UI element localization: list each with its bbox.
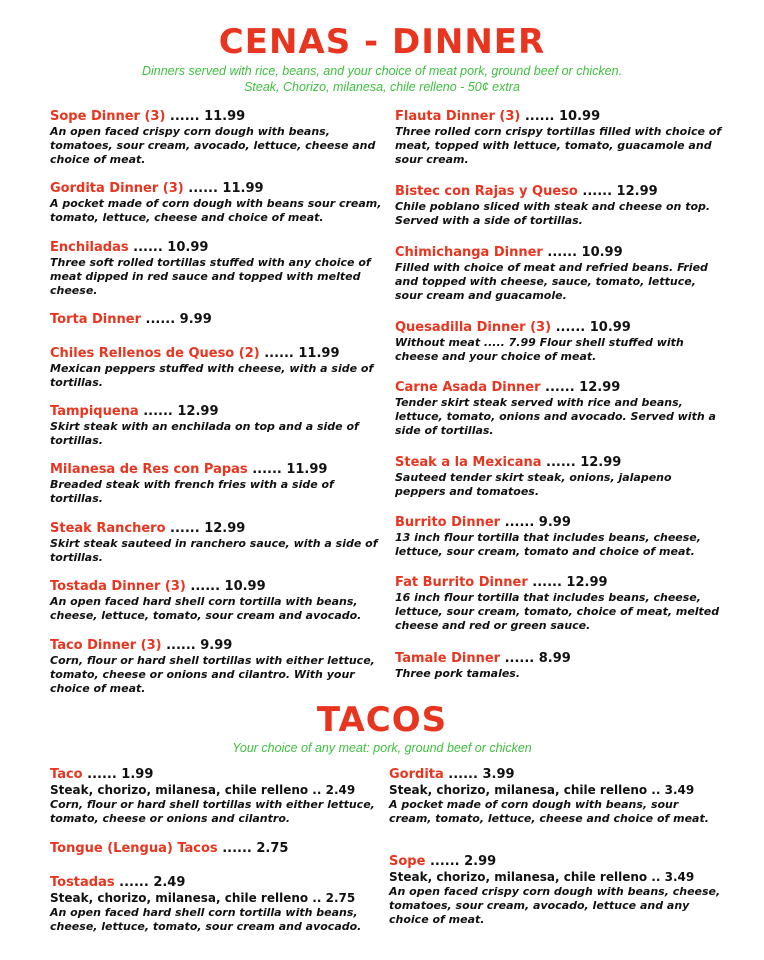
item-price: ...... 10.99 [524, 109, 601, 124]
item-name: Bistec con Rajas y Queso [395, 184, 578, 199]
menu-item [395, 514, 725, 559]
item-desc: Skirt steak sauteed in ranchero sauce, with a side of tortillas. [50, 537, 378, 564]
item-price: ...... 9.99 [145, 312, 212, 327]
menu-item [50, 311, 386, 328]
item-name: Flauta Dinner (3) [395, 109, 521, 124]
item-variant: Steak, chorizo, milanesa, chile relleno .. 3.49 [389, 783, 695, 797]
item-price: ...... 12.99 [582, 184, 658, 199]
item-name: Chimichanga Dinner [395, 245, 543, 260]
item-name: Tampiquena [50, 404, 139, 419]
menu-item [50, 108, 386, 167]
item-desc: Corn, flour or hard shell tortillas with either lettuce, tomato, cheese or onions and cilantro. [50, 798, 375, 825]
item-name: Steak a la Mexicana [395, 455, 542, 470]
menu-item [50, 766, 380, 826]
item-name: Burrito Dinner [395, 515, 501, 530]
item-name: Tongue (Lengua) Tacos [50, 841, 218, 856]
item-price: ...... 11.99 [188, 181, 264, 196]
item-price: ...... 12.99 [545, 380, 621, 395]
item-variant: Steak, chorizo, milanesa, chile relleno .. 3.49 [389, 870, 695, 884]
item-price: ...... 12.99 [532, 575, 608, 590]
item-name: Gordita Dinner (3) [50, 181, 184, 196]
dinner-subtitle-line2: Steak, Chorizo, milanesa, chile relleno - 50¢ extra [244, 80, 520, 94]
item-price: ...... 2.75 [222, 841, 289, 856]
item-price: ...... 10.99 [547, 245, 623, 260]
item-price: ...... 2.99 [429, 854, 497, 869]
item-name: Sope Dinner (3) [50, 109, 166, 124]
item-desc: Three pork tamales. [395, 667, 521, 680]
item-desc: Breaded steak with french fries with a side of tortillas. [50, 478, 334, 505]
menu-item [50, 461, 386, 506]
item-price: ...... 12.99 [546, 455, 622, 470]
tacos-subtitle: Your choice of any meat: pork, ground beef or chicken [232, 741, 532, 755]
item-desc: Corn, flour or hard shell tortillas with either lettuce, tomato, cheese or onions and cilantro. With your choice of meat. [50, 654, 375, 695]
item-name: Taco [50, 767, 83, 782]
item-name: Carne Asada Dinner [395, 380, 541, 395]
item-desc: 16 inch flour tortilla that includes beans, cheese, lettuce, sour cream, tomato, choice of meat, melted cheese and red or green sauce. [395, 591, 720, 632]
item-desc: Tender skirt steak served with rice and beans, lettuce, tomato, onions and avocado. Served with a side of tortillas. [395, 396, 716, 437]
menu-item [50, 637, 386, 696]
item-name: Gordita [389, 767, 444, 782]
menu-item [389, 853, 724, 927]
item-price: ...... 1.99 [87, 767, 154, 782]
menu-item [395, 183, 725, 228]
item-desc: Three soft rolled tortillas stuffed with any choice of meat dipped in red sauce and topped with melted cheese. [50, 256, 371, 297]
item-price: ...... 10.99 [555, 320, 631, 335]
dinner-subtitle [0, 63, 764, 95]
item-price: ...... 10.99 [190, 579, 266, 594]
menu-item [395, 319, 725, 364]
item-price: ...... 8.99 [504, 651, 571, 666]
item-desc: Mexican peppers stuffed with cheese, with a side of tortillas. [50, 362, 374, 389]
item-variant: Steak, chorizo, milanesa, chile relleno .. 2.75 [50, 891, 356, 905]
menu-item [395, 108, 725, 167]
item-desc: An open faced hard shell corn tortilla with beans, cheese, lettuce, tomato, sour cream and avocado. [50, 595, 362, 622]
item-price: ...... 3.99 [448, 767, 515, 782]
item-name: Taco Dinner (3) [50, 638, 162, 653]
menu-item [50, 874, 380, 934]
item-name: Tostadas [50, 875, 115, 890]
menu-item [50, 578, 386, 623]
item-name: Sope [389, 854, 426, 869]
item-name: Enchiladas [50, 240, 129, 255]
item-desc: A pocket made of corn dough with beans sour cream, tomato, lettuce, cheese and choice of meat. [50, 197, 382, 224]
menu-item [50, 239, 386, 298]
menu-item [389, 766, 724, 826]
item-desc: An open faced hard shell corn tortilla with beans, cheese, lettuce, tomato, sour cream and avocado. [50, 906, 362, 933]
item-name: Milanesa de Res con Papas [50, 462, 248, 477]
item-desc: Filled with choice of meat and refried beans. Fried and topped with cheese, sauce, tomato, lettuce, sour cream and guacamole. [395, 261, 708, 302]
item-variant: Steak, chorizo, milanesa, chile relleno .. 2.49 [50, 783, 356, 797]
item-desc: Without meat ..... 7.99 Flour shell stuffed with cheese and your choice of meat. [395, 336, 684, 363]
item-desc: 13 inch flour tortilla that includes beans, cheese, lettuce, sour cream, tomato and choice of meat. [395, 531, 701, 558]
item-desc: Three rolled corn crispy tortillas filled with choice of meat, topped with lettuce, tomato, guacamole and sour cream. [395, 125, 722, 166]
item-price: ...... 10.99 [133, 240, 209, 255]
item-price: ...... 9.99 [504, 515, 571, 530]
item-price: ...... 11.99 [169, 109, 246, 124]
menu-item [50, 520, 386, 565]
menu-item [50, 345, 386, 390]
menu-item [395, 650, 725, 681]
item-name: Torta Dinner [50, 312, 141, 327]
item-desc: Skirt steak with an enchilada on top and a side of tortillas. [50, 420, 359, 447]
menu-item [395, 244, 725, 303]
item-price: ...... 11.99 [252, 462, 328, 477]
item-desc: An open faced crispy corn dough with beans, cheese, tomatoes, sour cream, avocado, lettuce and any choice of meat. [389, 885, 721, 926]
item-price: ...... 9.99 [166, 638, 233, 653]
item-desc: An open faced crispy corn dough with beans, tomatoes, sour cream, avocado, lettuce, cheese and choice of meat. [50, 125, 376, 166]
menu-item [50, 403, 386, 448]
item-price: ...... 12.99 [170, 521, 246, 536]
dinner-subtitle-line1: Dinners served with rice, beans, and your choice of meat pork, ground beef or chicken. [141, 64, 623, 78]
tacos-title: TACOS [316, 700, 448, 740]
item-desc: Sauteed tender skirt steak, onions, jalapeno peppers and tomatoes. [395, 471, 672, 498]
menu-item [395, 574, 725, 633]
dinner-title: CENAS - DINNER [218, 22, 546, 62]
item-name: Fat Burrito Dinner [395, 575, 528, 590]
item-price: ...... 2.49 [119, 875, 186, 890]
menu-item [50, 180, 386, 225]
item-name: Tostada Dinner (3) [50, 579, 186, 594]
item-name: Quesadilla Dinner (3) [395, 320, 552, 335]
menu-item [395, 379, 725, 438]
menu-item [50, 840, 380, 857]
item-desc: Chile poblano sliced with steak and cheese on top. Served with a side of tortillas. [395, 200, 711, 227]
item-name: Steak Ranchero [50, 521, 166, 536]
item-desc: A pocket made of corn dough with beans, sour cream, tomato, lettuce, cheese and choice of meat. [389, 798, 709, 825]
item-price: ...... 11.99 [264, 346, 340, 361]
item-price: ...... 12.99 [143, 404, 219, 419]
item-name: Chiles Rellenos de Queso (2) [50, 346, 260, 361]
menu-item [395, 454, 725, 499]
item-name: Tamale Dinner [395, 651, 501, 666]
